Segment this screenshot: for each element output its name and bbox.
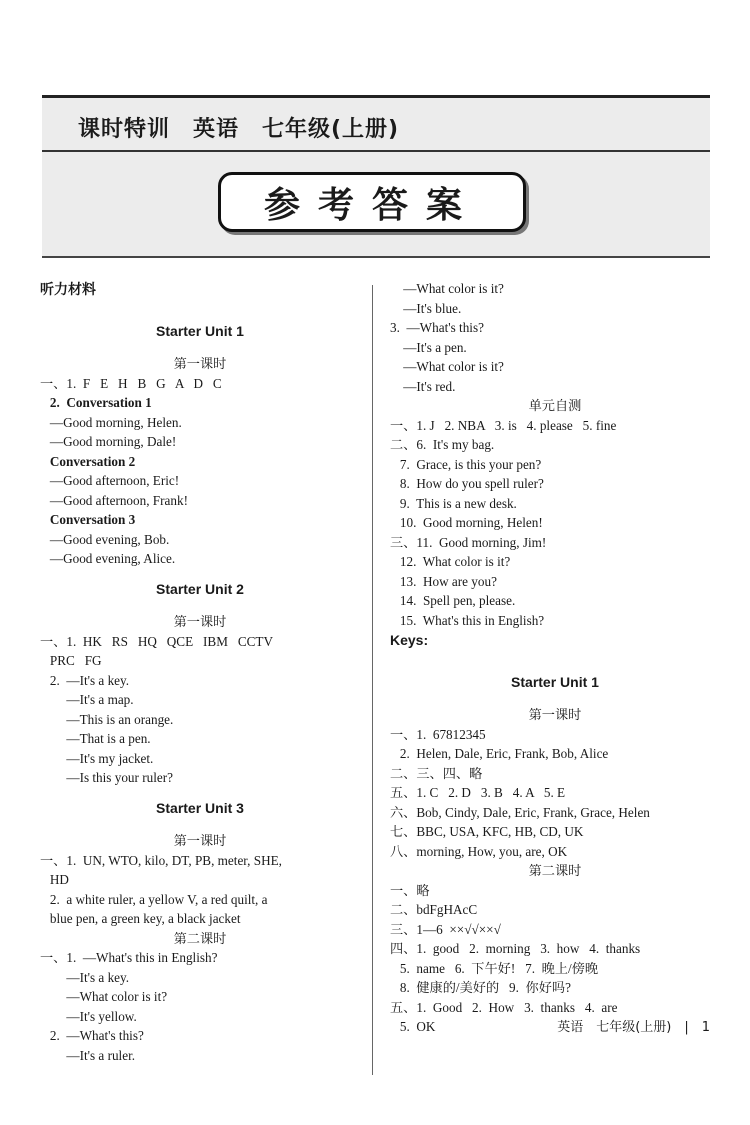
right-column-line: 10. Good morning, Helen! [390, 515, 543, 530]
left-column-line: —Good morning, Dale! [40, 434, 177, 449]
right-column-line: 一、略 [390, 882, 430, 898]
left-column-line: HD [40, 872, 69, 887]
left-column-line: 一、1. HK RS HQ QCE IBM CCTV [40, 633, 273, 649]
right-column-line: 七、BBC, USA, KFC, HB, CD, UK [390, 824, 584, 839]
right-column-line: 第二课时 [528, 863, 582, 878]
left-column-line: —Good afternoon, Frank! [40, 492, 188, 508]
left-column-line: Starter Unit 3 [156, 799, 244, 816]
right-column-line: 五、1. Good 2. How 3. thanks 4. are [390, 999, 618, 1015]
left-column-line: —It's a ruler. [40, 1047, 136, 1063]
left-column-line: —That is a pen. [40, 731, 151, 746]
right-column-line: 9. This is a new desk. [390, 495, 517, 511]
left-column-line: PRC FG [40, 653, 102, 668]
left-column-line: 第一课时 [173, 356, 227, 371]
right-column-line: —It's blue. [390, 300, 462, 316]
right-column-line: 7. Grace, is this your pen? [390, 456, 542, 472]
right-column-line: 2. Helen, Dale, Eric, Frank, Bob, Alice [390, 746, 609, 761]
series-title: 课时特训 英语 七年级(上册) [78, 117, 400, 142]
left-column-line: 2. —It's a key. [40, 672, 130, 688]
left-column-line: 2. a white ruler, a yellow V, a red quilt, a [40, 891, 268, 907]
left-column-line: —It's a key. [40, 969, 130, 985]
right-column-line: 六、Bob, Cindy, Dale, Eric, Frank, Grace, Helen [390, 804, 650, 820]
right-column-line: 一、1. 67812345 [390, 726, 486, 742]
right-column-line: Starter Unit 1 [511, 673, 599, 690]
left-column-line: Starter Unit 2 [156, 580, 244, 597]
right-column-line: 13. How are you? [390, 573, 497, 589]
left-column-line: Starter Unit 1 [156, 322, 244, 339]
left-column-line: 2. —What's this? [40, 1028, 144, 1043]
right-column-line: —It's red. [390, 378, 456, 394]
right-column-line: 二、bdFgHAcC [390, 902, 478, 917]
left-column-line: 听力材料 [40, 281, 96, 297]
left-column-line: 2. Conversation 1 [40, 395, 152, 410]
left-column-line: 第一课时 [173, 833, 227, 848]
right-column-line: 四、1. good 2. morning 3. how 4. thanks [390, 941, 641, 956]
left-column-line: Conversation 2 [40, 453, 136, 469]
right-column-line: 14. Spell pen, please. [390, 593, 516, 608]
column-divider [372, 285, 373, 1075]
left-column-line: —Good morning, Helen. [40, 414, 182, 430]
right-column-line: 8. 健康的/美好的 9. 你好吗? [390, 980, 571, 995]
right-column-line: —What color is it? [390, 281, 504, 296]
left-column-line: 第一课时 [173, 614, 227, 629]
right-column-line: 8. How do you spell ruler? [390, 476, 544, 491]
right-column-line: 二、6. It's my bag. [390, 437, 495, 452]
right-column-line: —What color is it? [390, 359, 504, 374]
left-column-line: 第二课时 [173, 930, 227, 946]
right-column-line: 5. OK [390, 1019, 436, 1034]
right-column-line: 一、1. J 2. NBA 3. is 4. please 5. fine [390, 417, 617, 433]
left-column-line: —It's a map. [40, 692, 134, 707]
left-column-line: —It's yellow. [40, 1008, 137, 1024]
left-column-line: —What color is it? [40, 989, 168, 1004]
right-column-line: 八、morning, How, you, are, OK [390, 843, 568, 859]
right-column-line: 三、1—6 ××√√××√ [390, 921, 501, 937]
left-column-line: 一、1. —What's this in English? [40, 950, 218, 965]
left-column-line: —Good afternoon, Eric! [40, 473, 180, 488]
header-rule [42, 150, 710, 152]
right-column-line: Keys: [390, 632, 429, 648]
right-column-line: 三、11. Good morning, Jim! [390, 534, 547, 550]
right-column-line: 15. What's this in English? [390, 612, 545, 628]
right-column-line: 二、三、四、略 [390, 765, 483, 781]
left-column-line: Conversation 3 [40, 512, 136, 527]
right-column-line: 5. name 6. 下午好! 7. 晚上/傍晚 [390, 960, 599, 976]
right-column-line: 单元自测 [528, 398, 582, 413]
left-column-line: —Good evening, Alice. [40, 551, 176, 566]
left-column-line: —It's my jacket. [40, 750, 154, 766]
left-column-line: —Is this your ruler? [40, 770, 173, 785]
right-column-line: 第一课时 [528, 707, 582, 722]
left-column-line: 一、1. UN, WTO, kilo, DT, PB, meter, SHE, [40, 852, 282, 868]
right-column-line: 五、1. C 2. D 3. B 4. A 5. E [390, 785, 566, 800]
left-column-line: blue pen, a green key, a black jacket [40, 911, 241, 926]
page-footer: 英语 七年级(上册) | 1 [557, 1020, 710, 1035]
left-column-line: —This is an orange. [40, 711, 174, 727]
right-column-line: 3. —What's this? [390, 320, 484, 335]
answer-title: 参考答案 [218, 172, 526, 232]
left-column-line: 一、1. F E H B G A D C [40, 375, 222, 391]
right-column-line: 12. What color is it? [390, 554, 511, 569]
left-column-line: —Good evening, Bob. [40, 531, 170, 547]
right-column-line: —It's a pen. [390, 339, 467, 355]
